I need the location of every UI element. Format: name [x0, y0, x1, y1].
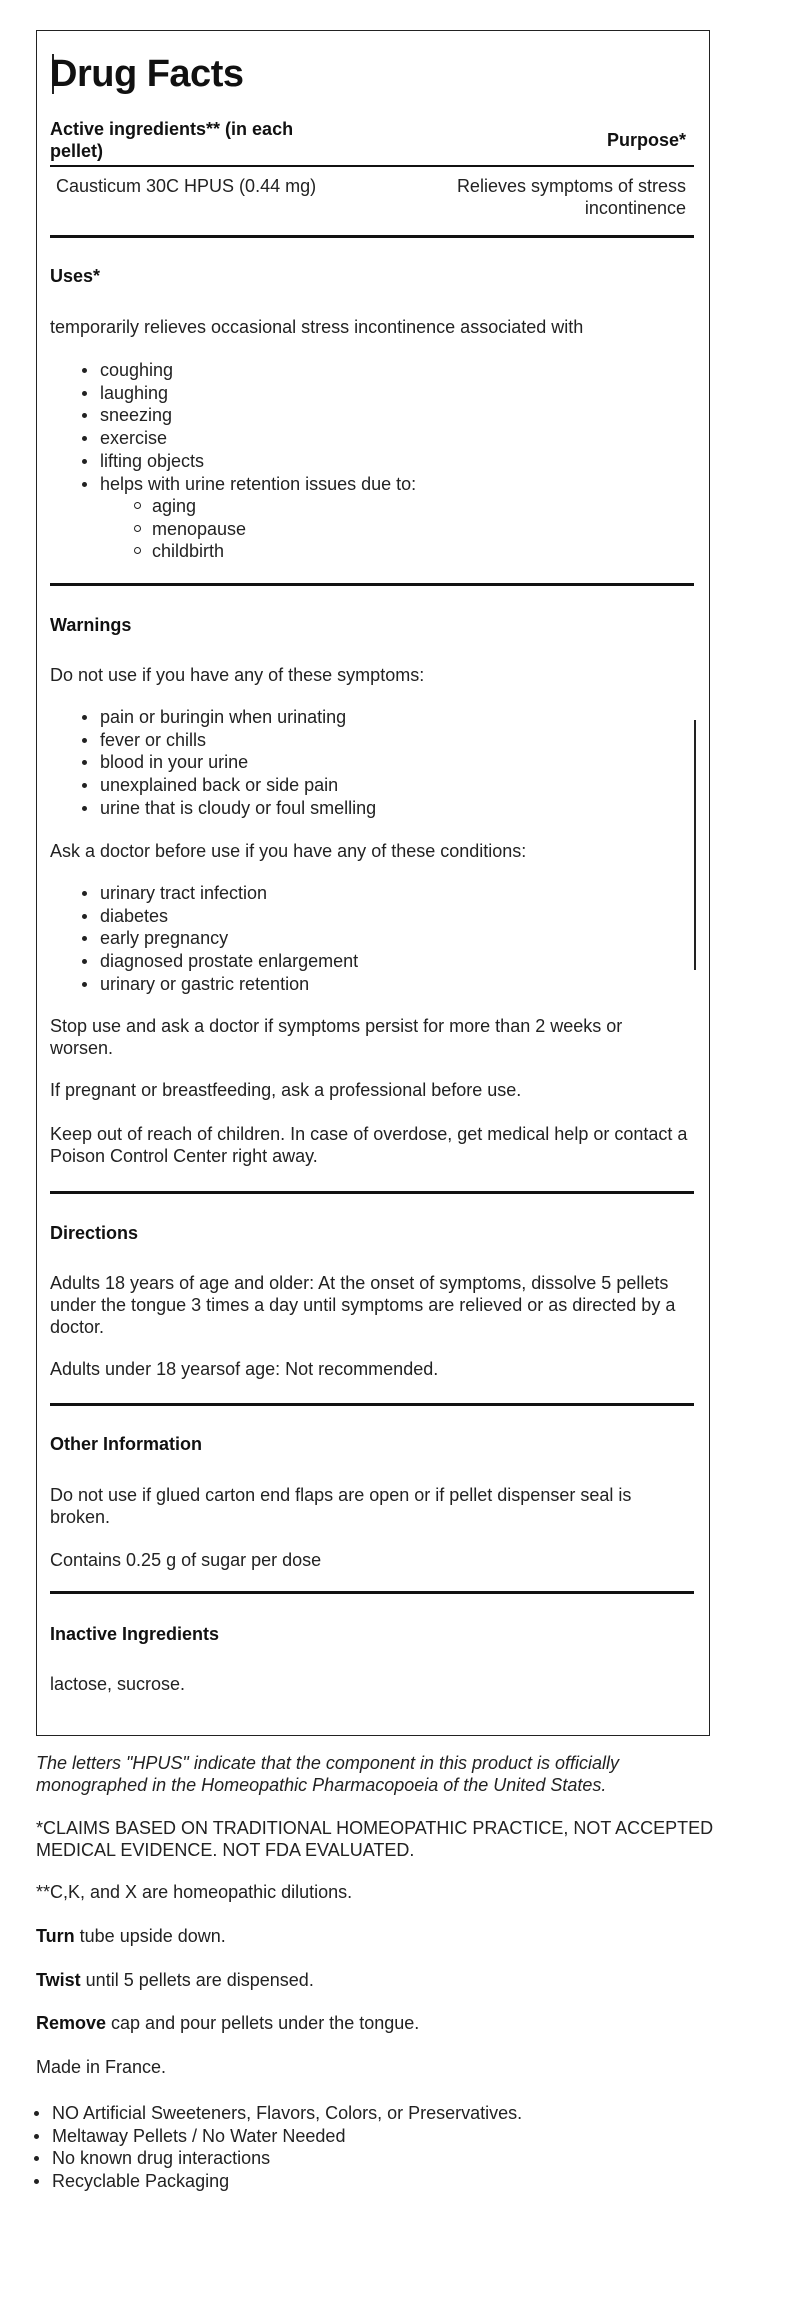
do-not-use-text: Do not use if you have any of these symptoms:: [50, 665, 425, 685]
uses-heading: Uses*: [50, 266, 101, 286]
ingredient-purpose: Relieves symptoms of stress incontinence: [456, 176, 686, 218]
ask-doctor-text: Ask a doctor before use if you have any of these conditions:: [50, 841, 527, 861]
seal-text: Do not use if glued carton end flaps are open or if pellet dispenser seal is broken.: [50, 1485, 632, 1527]
ingredient-name: Causticum 30C HPUS (0.44 mg): [56, 176, 317, 196]
twist-instruction: Twist until 5 pellets are dispensed.: [36, 1970, 314, 1990]
other-info-heading: Other Information: [50, 1434, 202, 1454]
section-divider: [50, 1191, 694, 1194]
list-item: sneezing: [50, 404, 690, 427]
pregnant-text: If pregnant or breastfeeding, ask a professional before use.: [50, 1080, 522, 1100]
list-item: exercise: [50, 427, 690, 450]
list-item: Recyclable Packaging: [2, 2170, 716, 2193]
list-item: diagnosed prostate enlargement: [50, 950, 690, 973]
remove-instruction: Remove cap and pour pellets under the tongue.: [36, 2013, 420, 2033]
list-item: early pregnancy: [50, 927, 690, 950]
list-item: diabetes: [50, 905, 690, 928]
page-title: Drug Facts: [50, 53, 244, 95]
section-divider: [50, 1403, 694, 1406]
directions-adults: Adults 18 years of age and older: At the onset of symptoms, dissolve 5 pellets under the tongue 3 times a day until symptoms are relieved or as directed by a doctor.: [50, 1273, 676, 1337]
list-item: childbirth: [50, 540, 690, 563]
inactive-text: lactose, sucrose.: [50, 1674, 186, 1694]
directions-under18: Adults under 18 yearsof age: Not recommended.: [50, 1359, 439, 1379]
list-item: blood in your urine: [50, 751, 690, 774]
divider: [50, 165, 694, 167]
active-ingredients-heading: Active ingredients** (in each pellet): [50, 119, 294, 161]
claims-text: *CLAIMS BASED ON TRADITIONAL HOMEOPATHIC PRACTICE, NOT ACCEPTED MEDICAL EVIDENCE. NOT FDA EVALUATED.: [36, 1818, 714, 1860]
uses-intro: temporarily relieves occasional stress incontinence associated with: [50, 317, 584, 337]
list-item: coughing: [50, 359, 690, 382]
sugar-text: Contains 0.25 g of sugar per dose: [50, 1550, 322, 1570]
dilutions-text: **C,K, and X are homeopathic dilutions.: [36, 1882, 353, 1902]
conditions-list: [50, 882, 690, 996]
list-item: fever or chills: [50, 729, 690, 752]
border-segment: [694, 720, 696, 970]
features-list: [2, 2102, 716, 2193]
symptoms-list: [50, 706, 690, 820]
list-item: aging: [50, 495, 690, 518]
list-item: No known drug interactions: [2, 2147, 716, 2170]
list-item: Meltaway Pellets / No Water Needed: [2, 2125, 716, 2148]
list-item: pain or buringin when urinating: [50, 706, 690, 729]
stop-use-text: Stop use and ask a doctor if symptoms persist for more than 2 weeks or worsen.: [50, 1016, 623, 1058]
uses-list: [50, 359, 690, 495]
list-item: urine that is cloudy or foul smelling: [50, 797, 690, 820]
list-item: unexplained back or side pain: [50, 774, 690, 797]
uses-sublist: [50, 495, 690, 563]
made-in-text: Made in France.: [36, 2057, 167, 2077]
list-item: lifting objects: [50, 450, 690, 473]
list-item: urinary tract infection: [50, 882, 690, 905]
section-divider: [50, 583, 694, 586]
section-divider: [50, 1591, 694, 1594]
purpose-heading: Purpose*: [606, 130, 686, 150]
hpus-note: The letters "HPUS" indicate that the component in this product is officially monographed in the Homeopathic Pharmacopoeia of the United States.: [36, 1753, 620, 1795]
list-item: urinary or gastric retention: [50, 973, 690, 996]
list-item: menopause: [50, 518, 690, 541]
keep-out-text: Keep out of reach of children. In case of overdose, get medical help or contact a Poison Control Center right away.: [50, 1124, 688, 1166]
turn-instruction: Turn tube upside down.: [36, 1926, 226, 1946]
inactive-heading: Inactive Ingredients: [50, 1624, 220, 1644]
list-item: NO Artificial Sweeteners, Flavors, Colors, or Preservatives.: [2, 2102, 716, 2125]
directions-heading: Directions: [50, 1223, 139, 1243]
list-item: helps with urine retention issues due to:: [50, 473, 690, 496]
section-divider: [50, 235, 694, 238]
warnings-heading: Warnings: [50, 615, 132, 635]
list-item: laughing: [50, 382, 690, 405]
